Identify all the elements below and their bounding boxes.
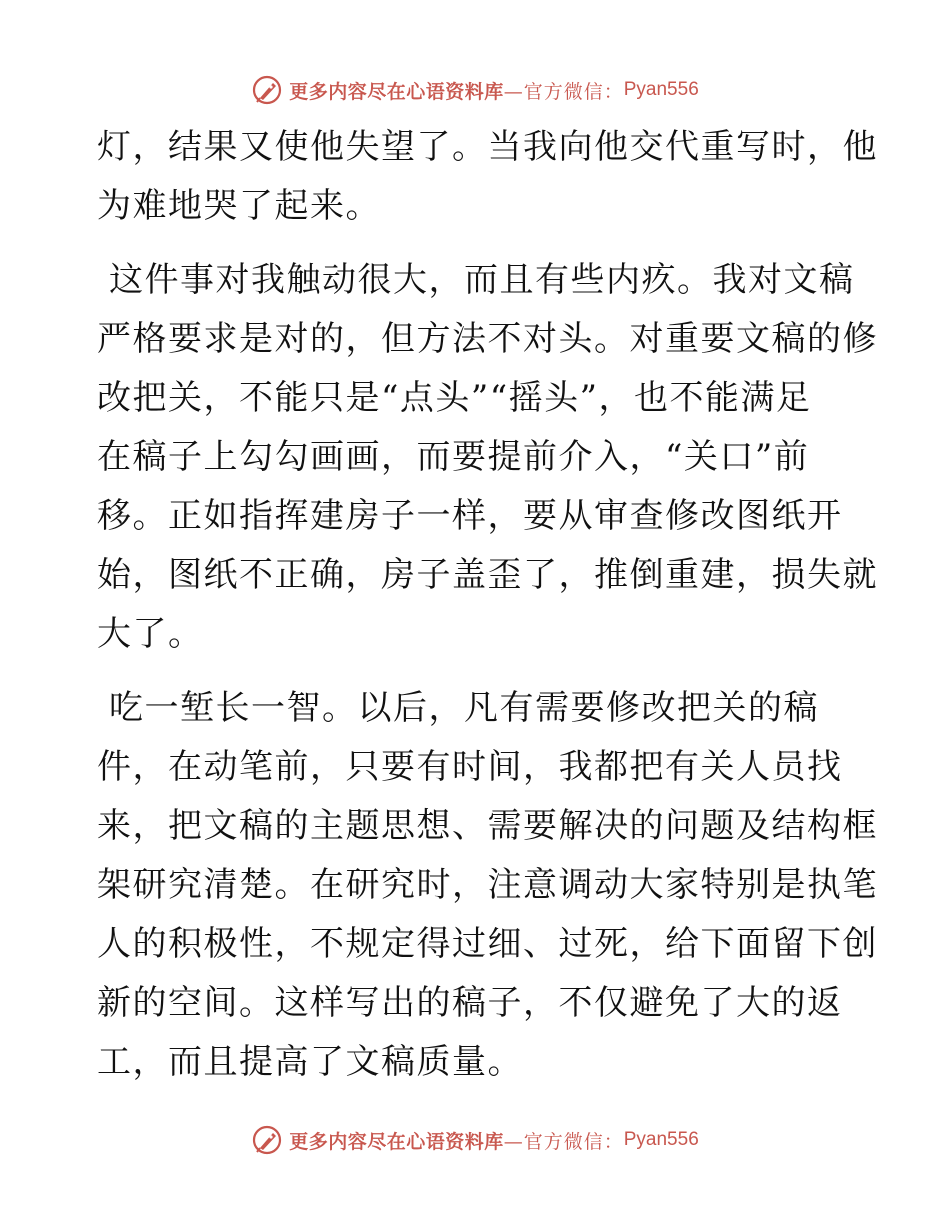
banner-brand-text: 更多内容尽在心语资料库	[289, 80, 504, 103]
banner-brand-text: 更多内容尽在心语资料库	[289, 1130, 504, 1153]
text-line: 在稿子上勾勾画画，而要提前介入，“关口”前	[97, 437, 810, 477]
text-line: 这件事对我触动很大，而且有些内疚。我对文稿	[109, 260, 855, 300]
text-line: 人的积极性，不规定得过细、过死，给下面留下创	[97, 924, 878, 964]
text-line: 移。正如指挥建房子一样，要从审查修改图纸开	[97, 496, 843, 536]
text-line: 灯，结果又使他失望了。当我向他交代重写时，他	[97, 127, 878, 167]
quill-logo-icon	[251, 74, 283, 106]
text-line: 件，在动笔前，只要有时间，我都把有关人员找	[97, 747, 843, 787]
text-line: 来，把文稿的主题思想、需要解决的问题及结构框	[97, 806, 878, 846]
header-banner	[0, 70, 950, 110]
text-line: 新的空间。这样写出的稿子，不仅避免了大的返	[97, 983, 843, 1023]
text-line: 大了。	[97, 614, 204, 654]
quill-logo-icon	[251, 1124, 283, 1156]
text-line: 为难地哭了起来。	[97, 186, 381, 226]
text-line: 始，图纸不正确，房子盖歪了，推倒重建，损失就	[97, 555, 878, 595]
footer-banner	[0, 1120, 950, 1160]
document-body	[97, 118, 878, 1107]
banner-wechat-id: Pyan556	[623, 1129, 699, 1150]
paragraph	[97, 118, 878, 236]
text-line: 架研究清楚。在研究时，注意调动大家特别是执笔	[97, 865, 878, 905]
text-line: 改把关，不能只是“点头”“摇头”，也不能满足	[97, 378, 812, 418]
banner-official-text: —官方微信：	[503, 1130, 624, 1153]
paragraph	[97, 251, 878, 664]
text-line: 吃一堑长一智。以后，凡有需要修改把关的稿	[109, 688, 819, 728]
text-line: 严格要求是对的，但方法不对头。对重要文稿的修	[97, 319, 878, 359]
banner-official-text: —官方微信：	[503, 80, 624, 103]
paragraph	[97, 679, 878, 1092]
banner-wechat-id: Pyan556	[623, 79, 699, 100]
text-line: 工，而且提高了文稿质量。	[97, 1042, 523, 1082]
